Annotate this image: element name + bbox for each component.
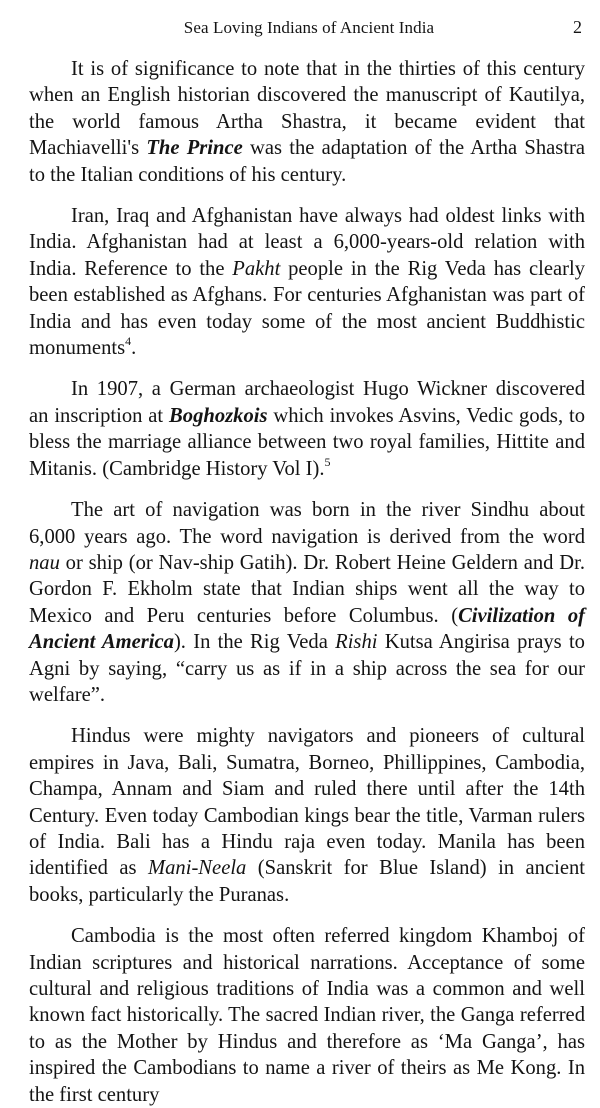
paragraph-cambodia [29, 923, 585, 1108]
paragraph-text: (Sanskrit for Blue Island) in ancient books, particularly the Puranas. [29, 857, 585, 906]
paragraph-text: people in the Rig Veda has clearly been established as Afghans. For centuries Afghanistan was part of India and has even today some of the most ancient Buddhistic monuments [29, 257, 585, 360]
page-header [30, 18, 588, 42]
paragraph-navigation [29, 497, 585, 708]
paragraph-text: ). In the Rig Veda [173, 631, 336, 654]
book-title-the-prince: The Prince [146, 137, 243, 160]
book-title-civilization: Civilization of Ancient America [29, 604, 585, 654]
italic-term-nau: nau [29, 551, 60, 574]
footnote-marker-5: 5 [324, 454, 331, 469]
paragraph-text: In 1907, a German archaeologist Hugo Wickner discovered an inscription at [29, 378, 585, 427]
paragraph-navigators [29, 723, 585, 908]
running-title: Sea Loving Indians of Ancient India [183, 18, 435, 37]
paragraph-text: Hindus were mighty navigators and pioneers of cultural empires in Java, Bali, Sumatra, Borneo, Phillippines, Cambodia, Champa, Annam and Siam and ruled there until after the 14th Century. Even today Cambodian kings bear the title, Varman rulers of India. Bali has a Hindu raja even today. Manila has been identified as [29, 725, 585, 880]
paragraph-text: was the adaptation of the Artha Shastra to the Italian conditions of his century. [29, 137, 585, 186]
body-text [29, 56, 585, 1108]
paragraph-text: Iran, Iraq and Afghanistan have always had oldest links with India. Afghanistan had at least a 6,000-years-old relation with India. Reference to the [29, 205, 585, 280]
italic-term-mani-neela: Mani-Neela [147, 857, 247, 880]
paragraph-boghozkois [29, 376, 585, 482]
footnote-marker-4: 4 [125, 334, 132, 349]
place-name-boghozkois: Boghozkois [169, 404, 268, 427]
paragraph-text: Kutsa Angirisa prays to Agni by saying, “carry us as if in a ship across the sea for our welfare”. [29, 631, 585, 706]
paragraph-text: . [131, 337, 137, 360]
paragraph-text: The art of navigation was born in the river Sindhu about 6,000 years ago. The word navigation is derived from the word [29, 499, 585, 548]
paragraph-text: Cambodia is the most often referred kingdom Khamboj of Indian scriptures and historical narrations. Acceptance of some cultural and religious traditions of India was a common and well known fact historically. The sacred Indian river, the Ganga referred to as the Mother by Hindus and therefore as ‘Ma Ganga’, has inspired the Cambodians to name a river of theirs as Me Kong. In the first century [29, 925, 585, 1106]
paragraph-kautilya [29, 56, 585, 188]
paragraph-afghanistan [29, 203, 585, 361]
paragraph-text: which invokes Asvins, Vedic gods, to bless the marriage alliance between two royal families, Hittite and Mitanis. (Cambridge History Vol I). [29, 404, 585, 480]
italic-term-rishi: Rishi [335, 631, 378, 654]
paragraph-text: It is of significance to note that in the thirties of this century when an English historian discovered the manuscript of Kautilya, the world famous Artha Shastra, it became evident that Machiavelli's [29, 58, 585, 160]
page-number: 2 [573, 17, 582, 37]
paragraph-text: or ship (or Nav-ship Gatih). Dr. Robert Heine Geldern and Dr. Gordon F. Ekholm state that Indian ships went all the way to Mexico and Peru centuries before Columbus. ( [29, 551, 585, 627]
italic-term-pakht: Pakht [232, 257, 281, 280]
